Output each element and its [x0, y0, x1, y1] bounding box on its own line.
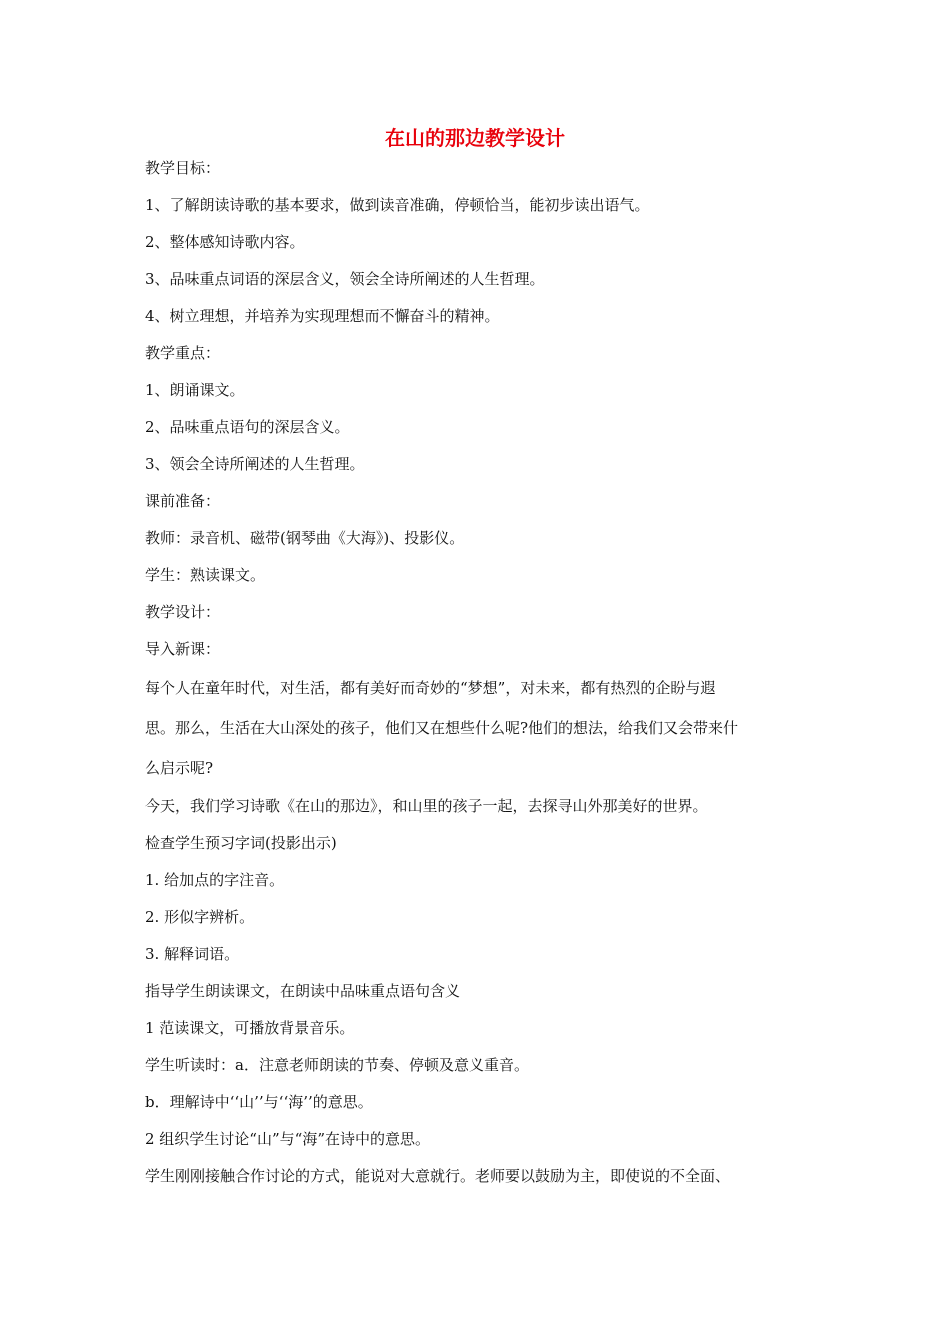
focus-item-2: 2、品味重点语句的深层含义。: [145, 418, 350, 436]
goal-item-3: 3、品味重点词语的深层含义，领会全诗所阐述的人生哲理。: [145, 270, 545, 288]
intro-paragraph: [145, 668, 810, 788]
document-title: 在山的那边教学设计: [385, 126, 565, 150]
goal-item-1: 1、了解朗读诗歌的基本要求，做到读音准确，停顿恰当，能初步读出语气。: [145, 196, 650, 214]
listening-point-a: 学生听读时：a．注意老师朗读的节奏、停顿及意义重音。: [145, 1056, 529, 1074]
heading-teaching-goals: 教学目标：: [145, 159, 221, 177]
reading-step-1: 1 范读课文，可播放背景音乐。: [145, 1019, 355, 1037]
heading-introduction: 导入新课：: [145, 640, 221, 658]
reading-step-2: 2 组织学生讨论“山”与“海”在诗中的意思。: [145, 1130, 430, 1148]
intro-line: 每个人在童年时代，对生活，都有美好而奇妙的“梦想”，对未来，都有热烈的企盼与遐: [145, 679, 716, 697]
prep-student: 学生：熟读课文。: [145, 566, 266, 584]
heading-teaching-focus: 教学重点：: [145, 344, 221, 362]
prep-teacher: 教师：录音机、磁带(钢琴曲《大海》)、投影仪。: [145, 529, 465, 547]
intro-line: 思。那么，生活在大山深处的孩子，他们又在想些什么呢?他们的想法，给我们又会带来什: [145, 719, 739, 737]
preview-item-1: 1. 给加点的字注音。: [145, 871, 285, 889]
document-body: [145, 150, 810, 1195]
heading-preview-check: 检查学生预习字词(投影出示): [145, 834, 337, 852]
heading-reading-guide: 指导学生朗读课文，在朗读中品味重点语句含义: [145, 982, 461, 1000]
heading-preparation: 课前准备：: [145, 492, 221, 510]
preview-item-2: 2. 形似字辨析。: [145, 908, 255, 926]
today-lesson: 今天，我们学习诗歌《在山的那边》，和山里的孩子一起，去探寻山外那美好的世界。: [145, 797, 708, 815]
preview-item-3: 3. 解释词语。: [145, 945, 240, 963]
goal-item-4: 4、树立理想，并培养为实现理想而不懈奋斗的精神。: [145, 307, 500, 325]
focus-item-1: 1、朗诵课文。: [145, 381, 245, 399]
goal-item-2: 2、整体感知诗歌内容。: [145, 233, 305, 251]
discussion-note: 学生刚刚接触合作讨论的方式，能说对大意就行。老师要以鼓励为主，即使说的不全面、: [145, 1167, 731, 1185]
focus-item-3: 3、领会全诗所阐述的人生哲理。: [145, 455, 365, 473]
intro-line: 么启示呢?: [145, 759, 214, 777]
heading-teaching-design: 教学设计：: [145, 603, 221, 621]
listening-point-b: b．理解诗中‘‘山’’与‘‘海’’的意思。: [145, 1093, 373, 1111]
